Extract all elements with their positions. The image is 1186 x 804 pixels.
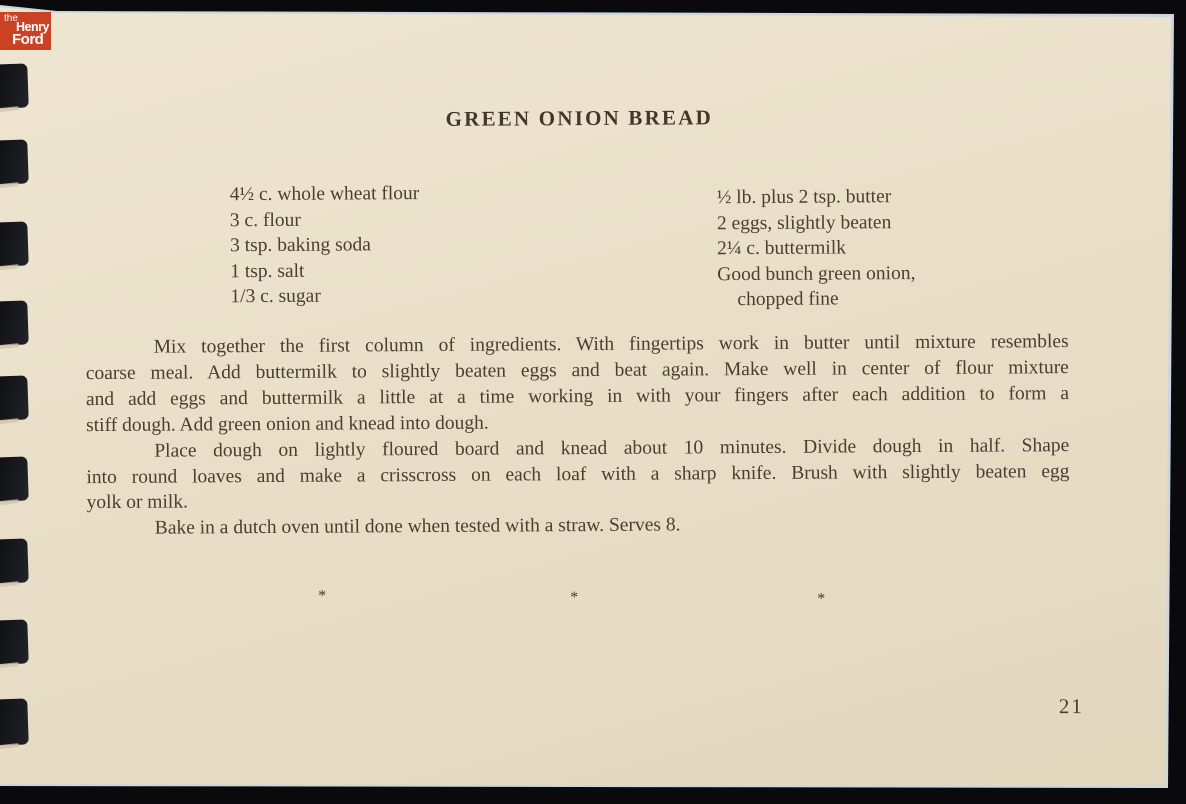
logo-text-the: the [4,13,18,24]
paragraph-line: coarse meal. Add buttermilk to slightly beaten eggs and beat again. Make well in center of flour mixture [85,356,1069,385]
paragraph-line: Bake in a dutch oven until done when tested with a straw. Serves 8. [154,514,681,540]
logo-text-ford: Ford [12,31,44,48]
paragraph-line: and add eggs and buttermilk a little at a time working in with your fingers after each addition to form a [85,382,1070,410]
paragraph-line: into round loaves and make a crisscross on each loaf with a sharp knife. Brush with slightly beaten egg [86,460,1070,488]
ingredient-item: 2¼ c. buttermilk [717,237,847,260]
logo-text-henry: Henry [16,20,49,34]
henry-ford-logo [0,12,51,50]
page-number: 21 [1058,694,1084,719]
recipe-title: GREEN ONION BREAD [445,105,713,131]
separator-asterisk: * [817,590,826,608]
recipe-instructions [86,329,1070,542]
ingredient-item: Good bunch green onion, [717,262,916,286]
ingredient-list-left [230,181,420,310]
paragraph-line: Mix together the first column of ingredients. With fingertips work in butter until mixture resembles [153,331,1069,358]
separator-asterisk: * [570,589,579,607]
ingredient-item: 4½ c. whole wheat flour [229,183,420,206]
paragraph-line: Place dough on lightly floured board and knead about 10 minutes. Divide dough in half. Shape [154,434,1070,462]
paragraph-line: yolk or milk. [86,491,188,514]
ingredient-item: chopped fine [737,288,839,311]
ingredient-item: 1/3 c. sugar [230,286,321,308]
ingredient-item: 2 eggs, slightly beaten [716,211,892,234]
ingredient-item: 1 tsp. salt [230,260,305,282]
paragraph-line: stiff dough. Add green onion and knead into dough. [86,412,489,436]
ingredient-item: ½ lb. plus 2 tsp. butter [716,186,892,209]
ingredient-item: 3 c. flour [229,209,301,231]
ingredient-list-right [717,184,916,313]
ingredient-item: 3 tsp. baking soda [229,234,371,257]
separator-asterisk: * [318,587,327,605]
